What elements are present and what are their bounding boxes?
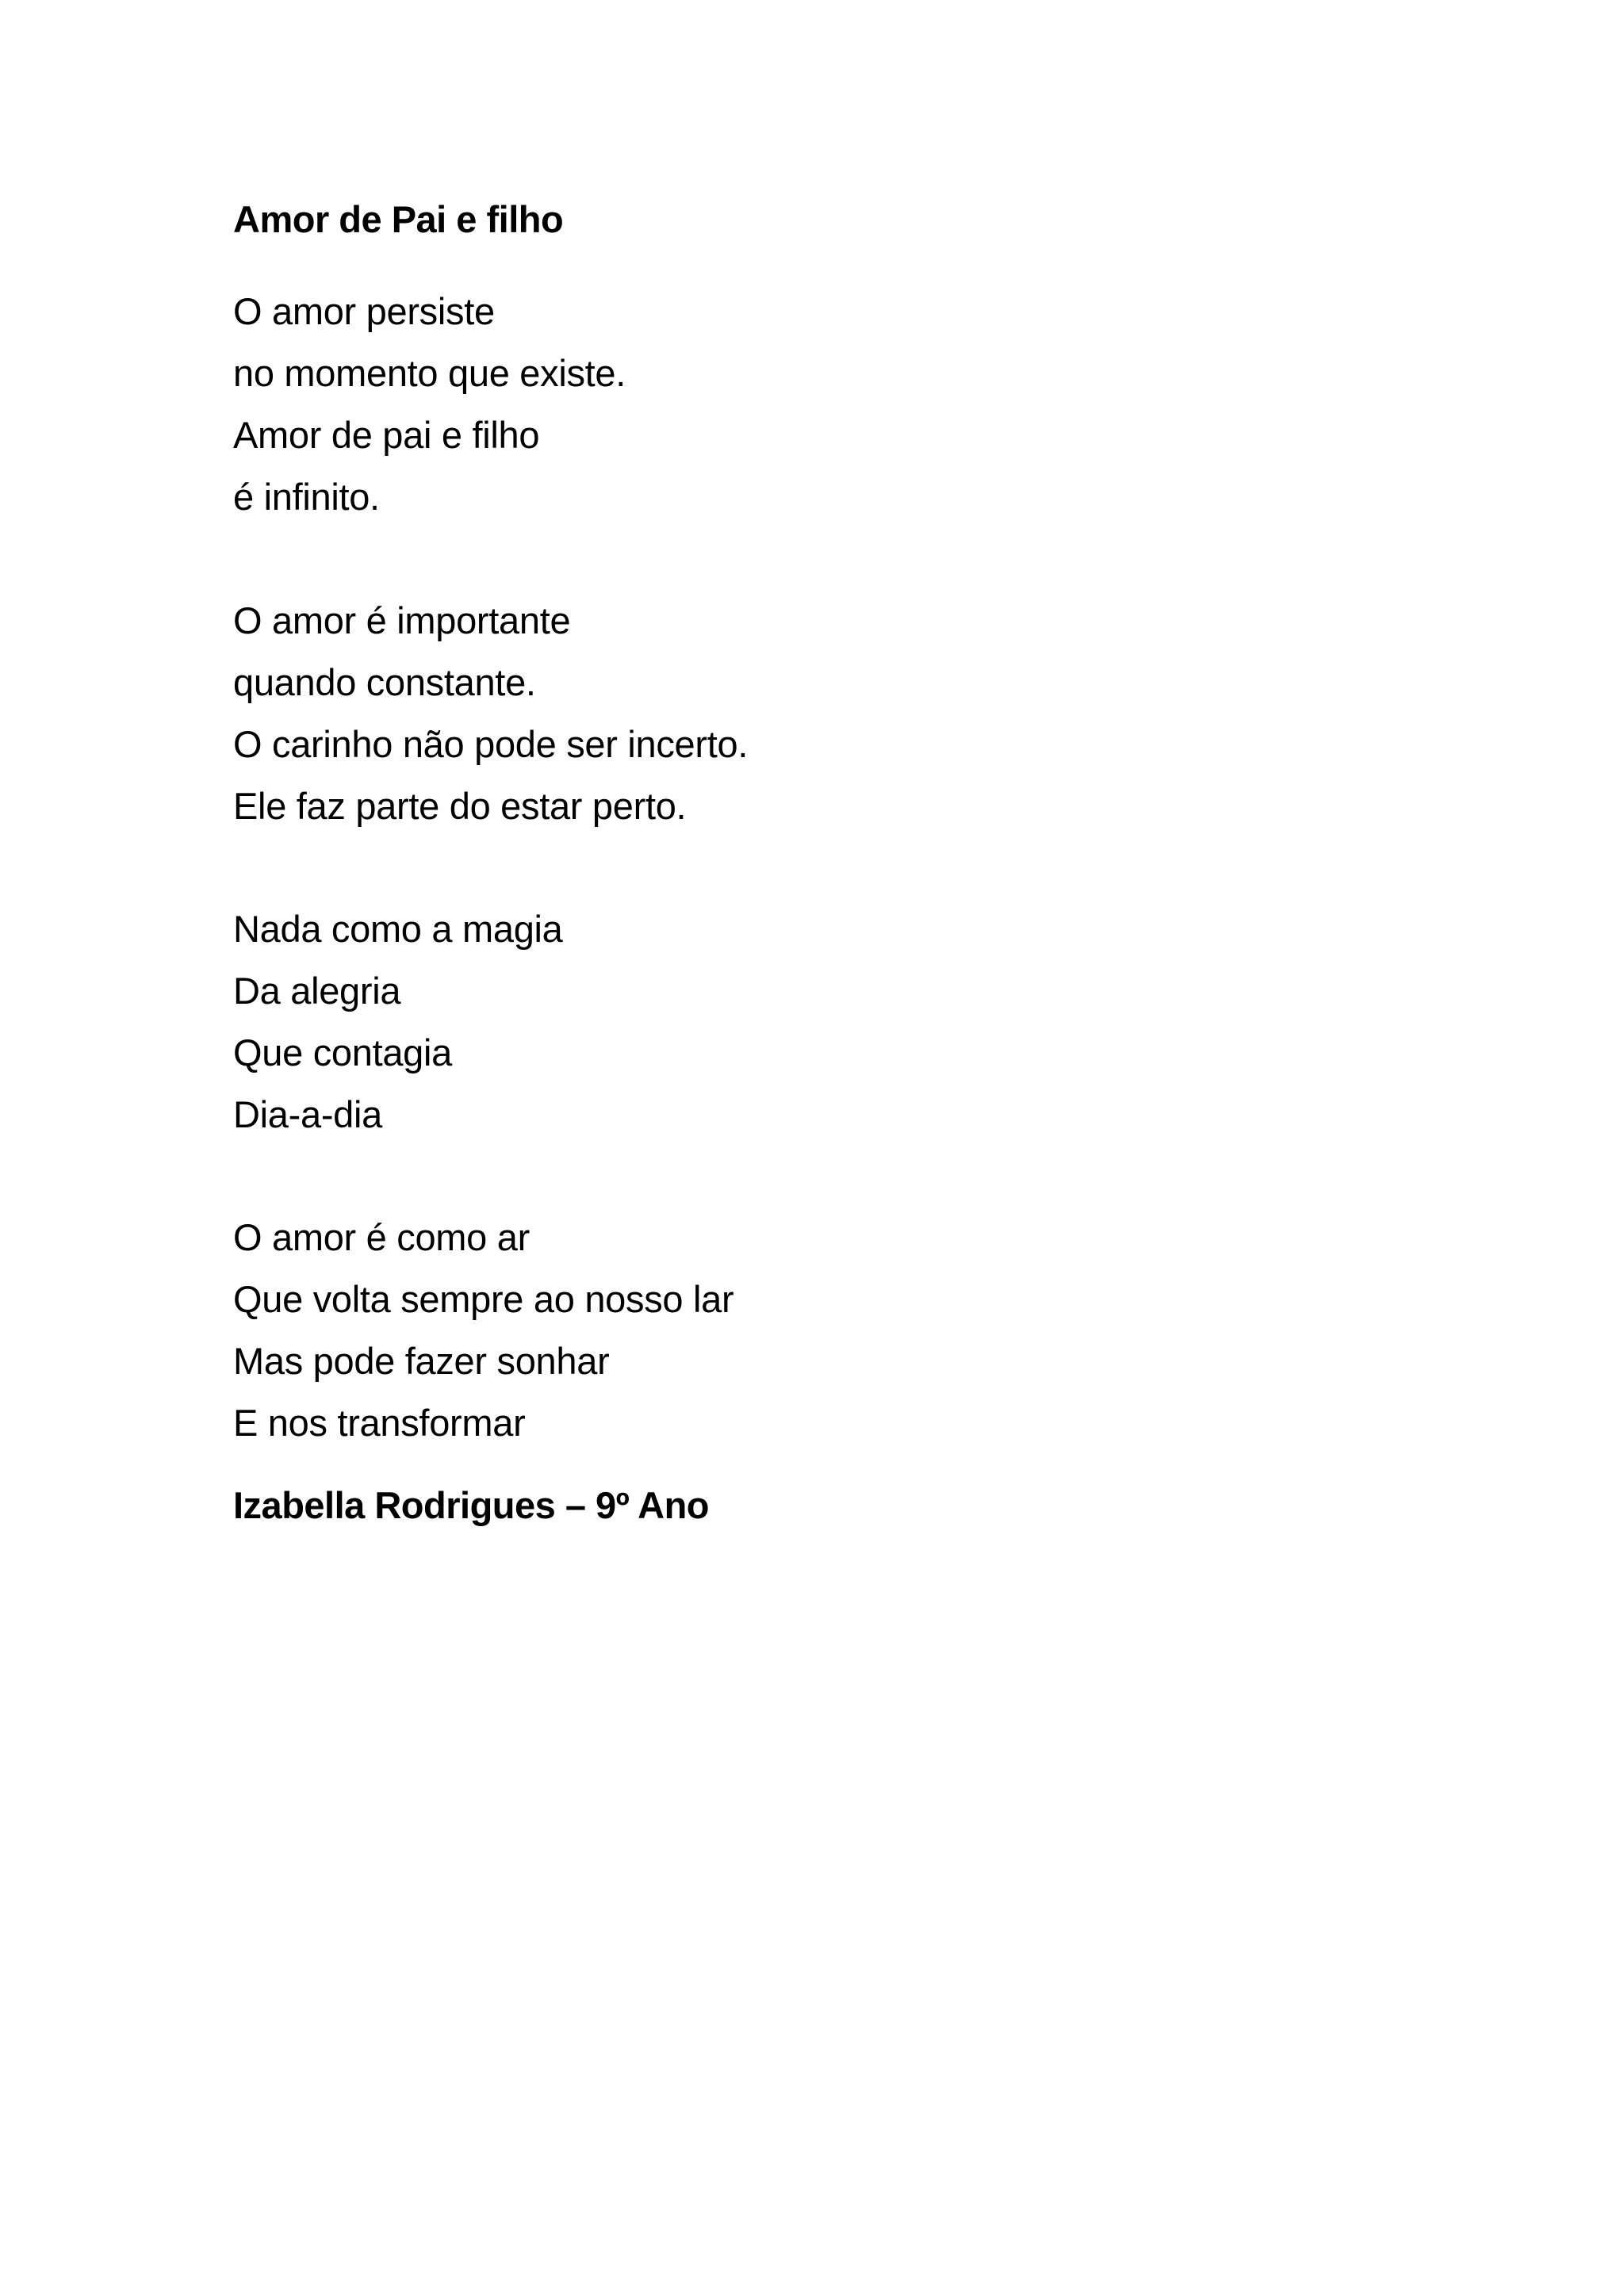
poem-line: Amor de pai e filho — [233, 414, 540, 456]
poem-line: Dia-a-dia — [233, 1093, 382, 1135]
poem-line: Que volta sempre ao nosso lar — [233, 1278, 734, 1320]
stanza-3 — [233, 898, 563, 1146]
poem-line: é infinito. — [233, 476, 380, 518]
stanza-4 — [233, 1207, 733, 1454]
poem-line: Nada como a magia — [233, 908, 563, 950]
poem-title: Amor de Pai e filho — [233, 198, 564, 240]
poem-line: E nos transformar — [233, 1402, 526, 1444]
poem-line: O amor é importante — [233, 599, 571, 641]
poem-line: O carinho não pode ser incerto. — [233, 723, 749, 765]
stanza-2 — [233, 590, 748, 837]
stanza-1 — [233, 281, 626, 528]
poem-line: quando constante. — [233, 661, 536, 703]
poem-line: O amor é como ar — [233, 1216, 530, 1258]
poem-line: no momento que existe. — [233, 352, 626, 394]
poem-line: O amor persiste — [233, 290, 495, 332]
author-signature: Izabella Rodrigues – 9º Ano — [233, 1484, 710, 1526]
poem-line: Da alegria — [233, 970, 401, 1012]
poem-line: Mas pode fazer sonhar — [233, 1340, 610, 1382]
poem-line: Que contagia — [233, 1031, 452, 1073]
poem-line: Ele faz parte do estar perto. — [233, 785, 687, 827]
